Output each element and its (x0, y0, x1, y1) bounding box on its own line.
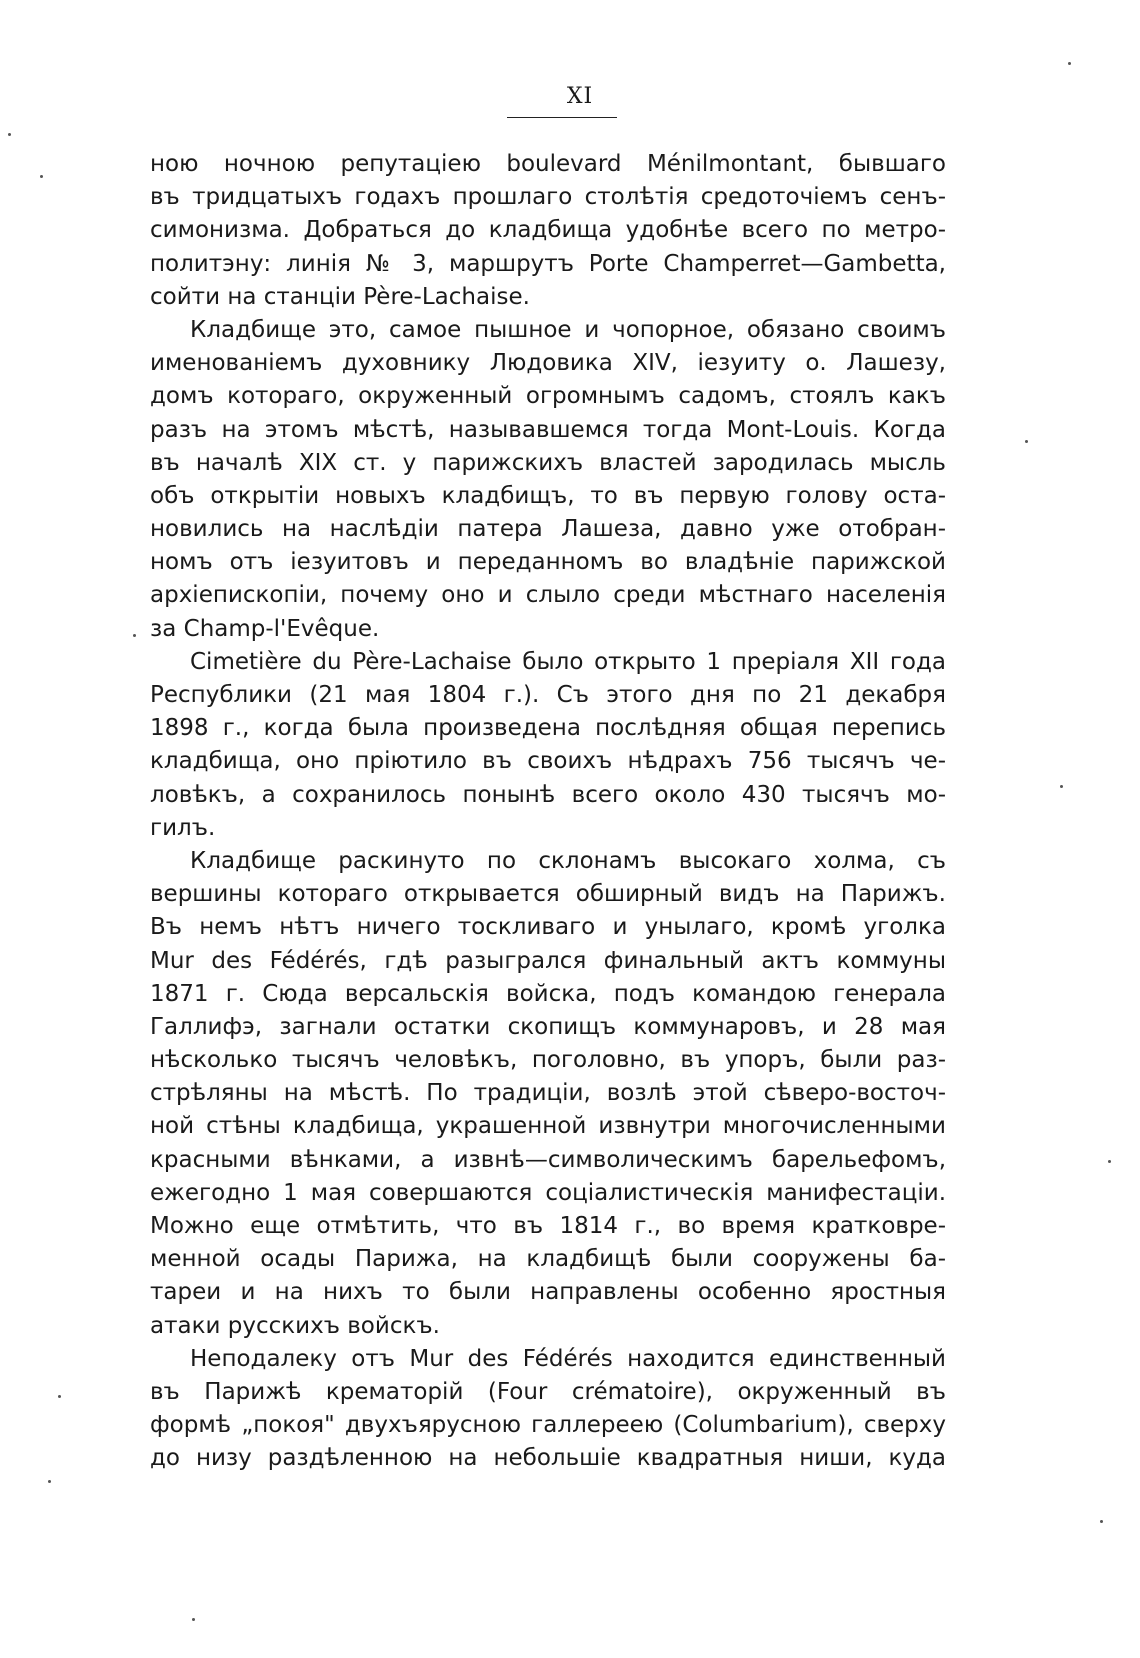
text-line: Галлифэ, загнали остатки скопищъ коммунаровъ, и 28 мая (150, 1013, 946, 1040)
scan-speck (40, 175, 43, 178)
text-line: Кладбище это, самое пышное и чопорное, обязано своимъ (190, 316, 946, 343)
text-line: Въ немъ нѣтъ ничего тоскливаго и унылаго, кромѣ уголка (150, 914, 946, 941)
text-line: менной осады Парижа, на кладбищѣ были сооружены ба- (150, 1246, 946, 1273)
text-line: Неподалеку отъ Mur des Fédérés находится единственный (190, 1345, 946, 1372)
text-line: симонизма. Добраться до кладбища удобнѣе всего по метро- (150, 217, 946, 244)
text-line: политэну: линія № 3, маршрутъ Porte Champerret—Gambetta, (150, 250, 946, 277)
text-line: въ тридцатыхъ годахъ прошлаго столѣтія средоточіемъ сенъ- (150, 184, 946, 211)
text-line: нѣсколько тысячъ человѣкъ, поголовно, въ упоръ, были раз- (150, 1047, 946, 1074)
text-line: сойти на станціи Père-Lachaise. (150, 283, 530, 310)
text-line: новились на наслѣдіи патера Лашеза, давно уже отобран- (150, 516, 946, 543)
text-line: домъ котораго, окруженный огромнымъ садомъ, стоялъ какъ (150, 383, 946, 410)
text-line: именованіемъ духовнику Людовика XIV, іезуиту о. Лашезу, (150, 350, 946, 377)
text-line: формѣ „покоя" двухъярусною галлереею (Columbarium), сверху (150, 1412, 946, 1439)
text-line: атаки русскихъ войскъ. (150, 1312, 440, 1339)
text-line: ловѣкъ, а сохранилось понынѣ всего около 430 тысячъ мо- (150, 781, 946, 808)
text-line: Cimetière du Père-Lachaise было открыто 1 преріаля XII года (190, 648, 946, 675)
text-line: 1871 г. Сюда версальскія войска, подъ командою генерала (150, 980, 946, 1007)
scan-speck (192, 1618, 195, 1621)
header-rule (507, 117, 617, 118)
scan-speck (48, 1480, 51, 1483)
page-number: XI (566, 84, 594, 109)
scan-speck (1060, 785, 1063, 788)
scan-speck (133, 634, 136, 637)
scan-speck (1100, 1520, 1103, 1523)
scan-speck (1108, 1160, 1111, 1163)
text-line: Кладбище раскинуто по склонамъ высокаго холма, съ (190, 847, 946, 874)
scan-speck (1025, 440, 1028, 443)
text-line: за Champ-l'Evêque. (150, 615, 380, 642)
scan-speck (58, 1395, 61, 1398)
text-line: ной стѣны кладбища, украшенной извнутри многочисленными (150, 1113, 946, 1140)
text-line: 1898 г., когда была произведена послѣдняя общая перепись (150, 715, 946, 742)
text-line: стрѣляны на мѣстѣ. По традиціи, возлѣ этой сѣверо-восточ- (150, 1080, 946, 1107)
text-line: до низу раздѣленною на небольшіе квадратныя ниши, куда (150, 1445, 946, 1472)
text-line: разъ на этомъ мѣстѣ, называвшемся тогда Mont-Louis. Когда (150, 416, 946, 443)
text-line: номъ отъ іезуитовъ и переданномъ во владѣніе парижской (150, 549, 946, 576)
scan-speck (1068, 62, 1071, 65)
text-line: ною ночною репутаціею boulevard Ménilmontant, бывшаго (150, 151, 946, 177)
text-line: архіепископіи, почему оно и слыло среди мѣстнаго населенія (150, 582, 946, 609)
text-line: тареи и на нихъ то были направлены особенно яростныя (150, 1279, 946, 1306)
text-line: кладбища, оно пріютило въ своихъ нѣдрахъ 756 тысячъ че- (150, 748, 946, 775)
text-line: Можно еще отмѣтить, что въ 1814 г., во время кратковре- (150, 1213, 946, 1239)
text-line: въ Парижѣ крематорій (Four crématoire), окруженный въ (150, 1378, 946, 1405)
text-line: красными вѣнками, а извнѣ—символическимъ барельефомъ, (150, 1146, 946, 1173)
text-line: Mur des Fédérés, гдѣ разыгрался финальный актъ коммуны (150, 947, 946, 974)
scan-speck (8, 133, 11, 136)
text-line: ежегодно 1 мая совершаются соціалистическія манифестаціи. (150, 1179, 946, 1206)
text-line: объ открытіи новыхъ кладбищъ, то въ первую голову оста- (150, 482, 946, 509)
body-text (150, 148, 946, 1476)
text-line: въ началѣ XIX ст. у парижскихъ властей зародилась мысль (150, 449, 946, 476)
text-line: Республики (21 мая 1804 г.). Съ этого дня по 21 декабря (150, 682, 946, 708)
text-line: вершины котораго открывается обширный видъ на Парижъ. (150, 881, 946, 908)
text-line: гилъ. (150, 814, 216, 841)
